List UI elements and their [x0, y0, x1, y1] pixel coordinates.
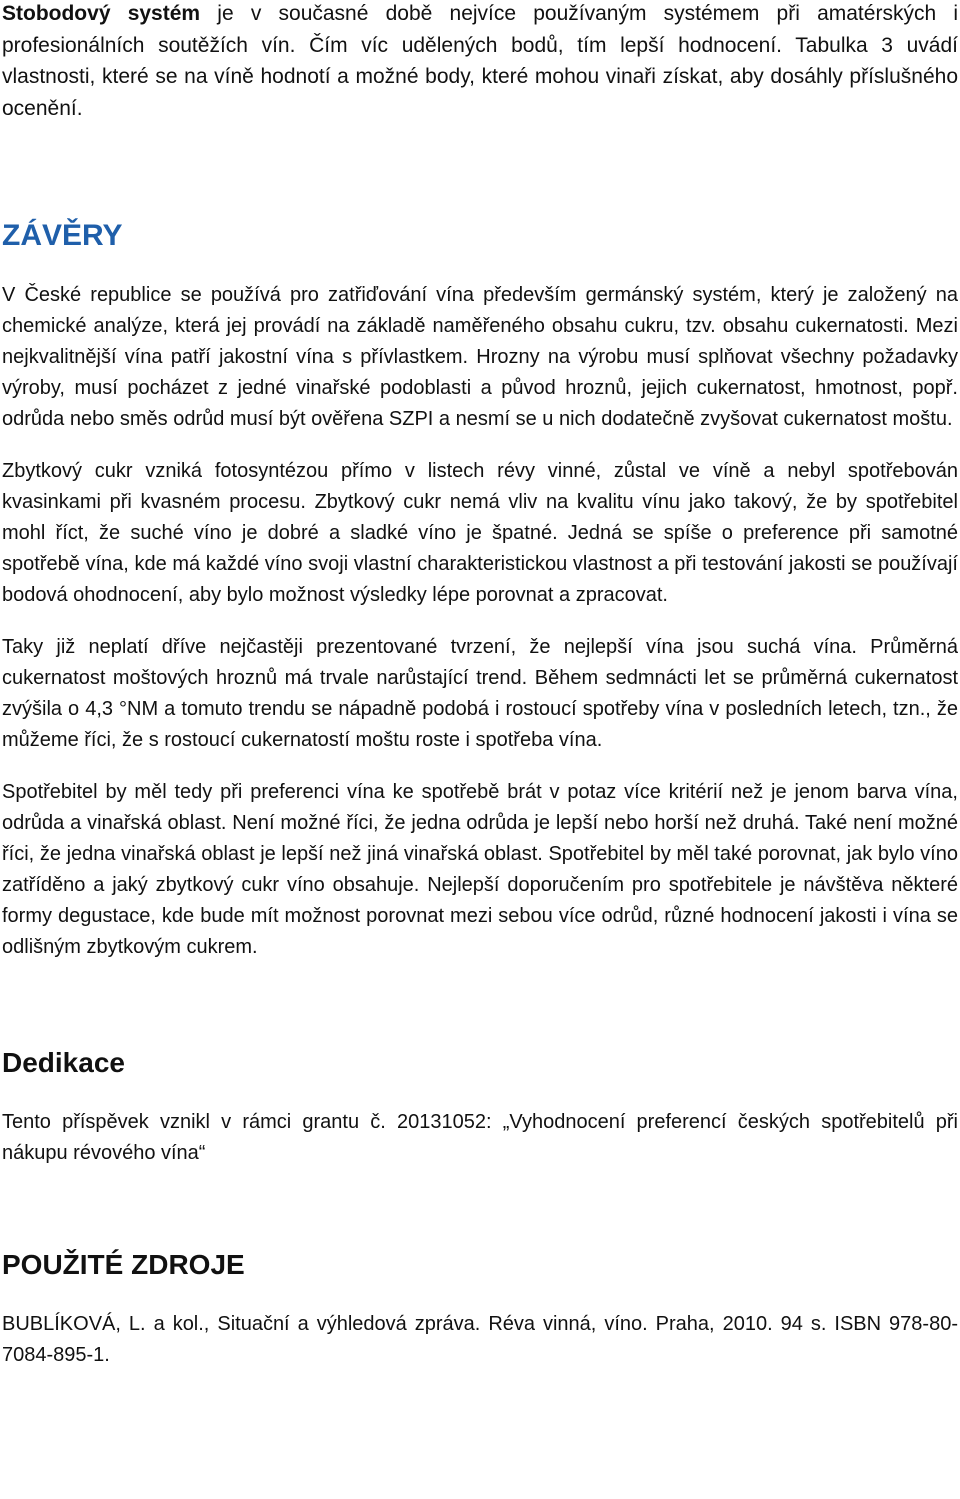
zavery-paragraph-4: Spotřebitel by měl tedy při preferenci vína ke spotřebě brát v potaz více kritérií než je jenom barva vína, odrůda a vinařská oblast. Není možné říci, že jedna odrůda je lepší nebo horší než druhá. Také není možné říci, že jedna vinařská oblast je lepší než jiná vinařská oblast. Spotřebitel by měl také porovnat, jak bylo víno zatříděno a jaký zbytkový cukr víno obsahuje. Nejlepší doporučením pro spotřebitele je návštěva některé formy degustace, kde bude mít možnost porovnat mezi sebou více odrůd, různé hodnocení jakosti i vína se odlišným zbytkovým cukrem. [2, 781, 958, 958]
zavery-paragraph-3: Taky již neplatí dříve nejčastěji prezentované tvrzení, že nejlepší vína jsou suchá vína. Průměrná cukernatost moštových hroznů má trvale narůstající trend. Během sedmnácti let se průměrná cukernatost zvýšila o 4,3 °NM a tomuto trendu se nápadně podobá i rostoucí spotřeby vína v posledních letech, tzn., že můžeme říci, že s rostoucí cukernatostí moštu roste i spotřeba vína. [2, 636, 958, 751]
intro-bold-lead: Stobodový systém [2, 2, 201, 25]
zavery-paragraph-1: V České republice se používá pro zatřiďování vína především germánský systém, který je založený na chemické analýze, která jej provádí na základě naměřeného obsahu cukru, tzv. obsahu cukernatosti. Mezi nejkvalitnější vína patří jakostní vína s přívlastkem. Hrozny na výrobu musí splňovat všechny požadavky výroby, musí pocházet z jedné vinařské podoblasti a původ hroznů, jejich cukernatost, hmotnost, popř. odrůda nebo směs odrůd musí být ověřena SZPI a nesmí se u nich dodatečně zvyšovat cukernatost moštu. [2, 284, 958, 430]
reference-item: BUBLÍKOVÁ, L. a kol., Situační a výhledová zpráva. Réva vinná, víno. Praha, 2010. 94 s. ISBN 978-80-7084-895-1. [2, 1313, 958, 1366]
dedikace-text: Tento příspěvek vznikl v rámci grantu č. 20131052: „Vyhodnocení preferencí českých spotřebitelů při nákupu révového vína“ [2, 1111, 958, 1164]
intro-paragraph [2, 0, 958, 124]
document-page [2, 0, 958, 1371]
zavery-heading: ZÁVĚRY [2, 219, 123, 252]
intro-text: je v současné době nejvíce používaným systémem při amatérských i profesionálních soutěžích vín. Čím víc udělených bodů, tím lepší hodnocení. Tabulka 3 uvádí vlastnosti, které se na víně hodnotí a možné body, které mohou vinaři získat, aby dosáhly příslušného ocenění. [2, 2, 958, 120]
dedikace-heading: Dedikace [2, 1047, 125, 1078]
zavery-paragraph-2: Zbytkový cukr vzniká fotosyntézou přímo v listech révy vinné, zůstal ve víně a nebyl spotřebován kvasinkami při kvasném procesu. Zbytkový cukr nemá vliv na kvalitu vínu jako takový, že by spotřebitel mohl říct, že suché víno je dobré a sladké víno je špatné. Jedná se spíše o preference při samotné spotřebě vína, kde má každé víno svoji vlastní charakteristickou vlastnost a při testování jakosti se používají bodová ohodnocení, aby bylo možnost výsledky lépe porovnat a zpracovat. [2, 460, 958, 606]
zdroje-heading: POUŽITÉ ZDROJE [2, 1249, 245, 1280]
